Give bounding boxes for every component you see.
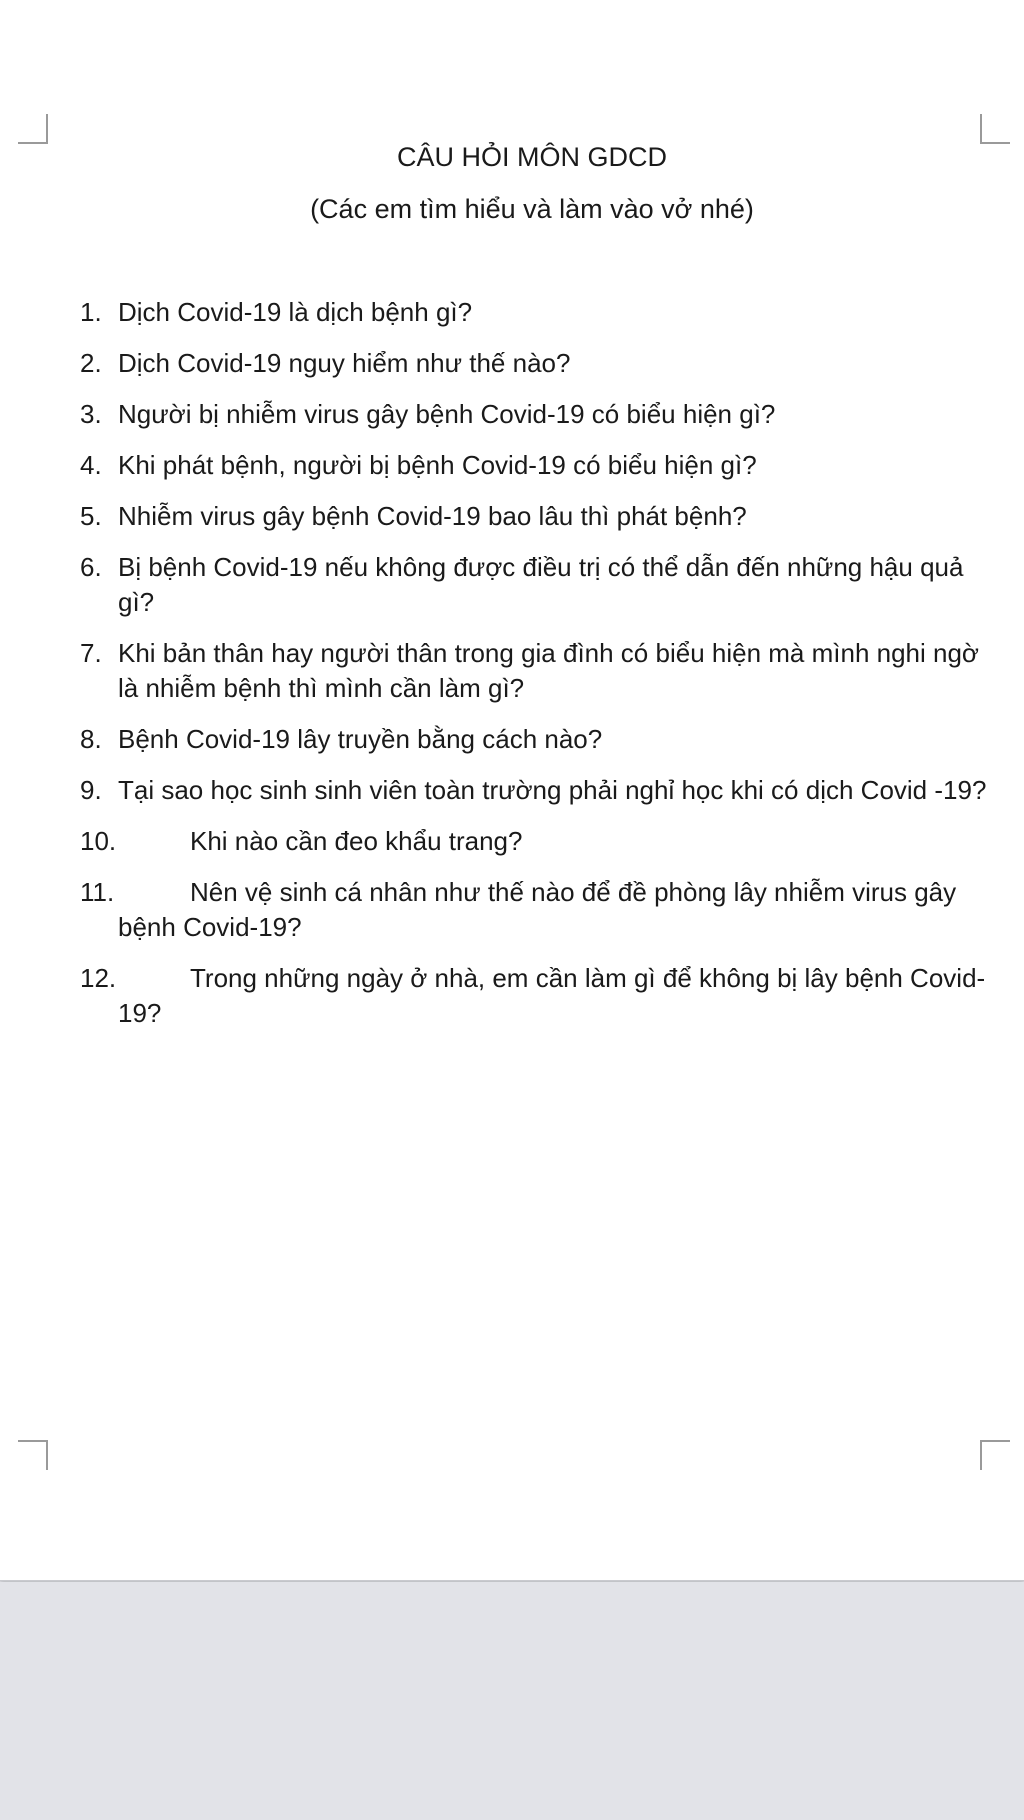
question-number: 6. — [80, 552, 102, 582]
question-item — [80, 448, 990, 483]
question-number: 9. — [80, 775, 102, 805]
question-item — [80, 397, 990, 432]
question-item — [80, 773, 990, 808]
question-item — [80, 499, 990, 534]
question-text: Khi bản thân hay người thân trong gia đình có biểu hiện mà mình nghi ngờ là nhiễm bệnh thì mình cần làm gì? — [118, 638, 979, 703]
question-text: Dịch Covid-19 là dịch bệnh gì? — [118, 297, 473, 327]
question-item — [80, 295, 990, 330]
question-text: Bị bệnh Covid-19 nếu không được điều trị có thể dẫn đến những hậu quả gì? — [118, 552, 964, 617]
question-number: 1. — [80, 297, 102, 327]
question-number: 8. — [80, 724, 102, 754]
document-title: CÂU HỎI MÔN GDCD — [397, 142, 667, 172]
question-number: 12. — [80, 963, 117, 993]
question-number: 3. — [80, 399, 102, 429]
question-item — [80, 722, 990, 757]
question-item — [80, 550, 990, 620]
question-text: Bệnh Covid-19 lây truyền bằng cách nào? — [118, 724, 603, 754]
question-item — [80, 961, 990, 1031]
question-text: Người bị nhiễm virus gây bệnh Covid-19 có biểu hiện gì? — [118, 399, 776, 429]
question-text: Nên vệ sinh cá nhân như thế nào để đề phòng lây nhiễm virus gây bệnh Covid-19? — [118, 877, 957, 942]
question-number: 2. — [80, 348, 102, 378]
question-list — [80, 295, 990, 1047]
question-number: 7. — [80, 638, 102, 668]
question-text: Khi nào cần đeo khẩu trang? — [190, 826, 523, 856]
crop-mark-top-left — [18, 114, 48, 144]
question-text: Trong những ngày ở nhà, em cần làm gì để không bị lây bệnh Covid-19? — [118, 963, 986, 1028]
question-number: 5. — [80, 501, 102, 531]
question-text: Khi phát bệnh, người bị bệnh Covid-19 có biểu hiện gì? — [118, 450, 757, 480]
question-item — [80, 346, 990, 381]
document-subtitle: (Các em tìm hiểu và làm vào vở nhé) — [310, 194, 754, 224]
question-text: Dịch Covid-19 nguy hiểm như thế nào? — [118, 348, 571, 378]
crop-mark-top-right — [980, 114, 1010, 144]
crop-mark-bottom-right — [980, 1440, 1010, 1470]
question-item — [80, 875, 990, 945]
crop-mark-bottom-left — [18, 1440, 48, 1470]
question-number: 4. — [80, 450, 102, 480]
question-text: Tại sao học sinh sinh viên toàn trường phải nghỉ học khi có dịch Covid -19? — [118, 775, 987, 805]
question-text: Nhiễm virus gây bệnh Covid-19 bao lâu thì phát bệnh? — [118, 501, 747, 531]
question-number: 10. — [80, 826, 117, 856]
viewer-background — [0, 1582, 1024, 1820]
question-number: 11. — [80, 877, 115, 907]
question-item — [80, 824, 990, 859]
question-item — [80, 636, 990, 706]
